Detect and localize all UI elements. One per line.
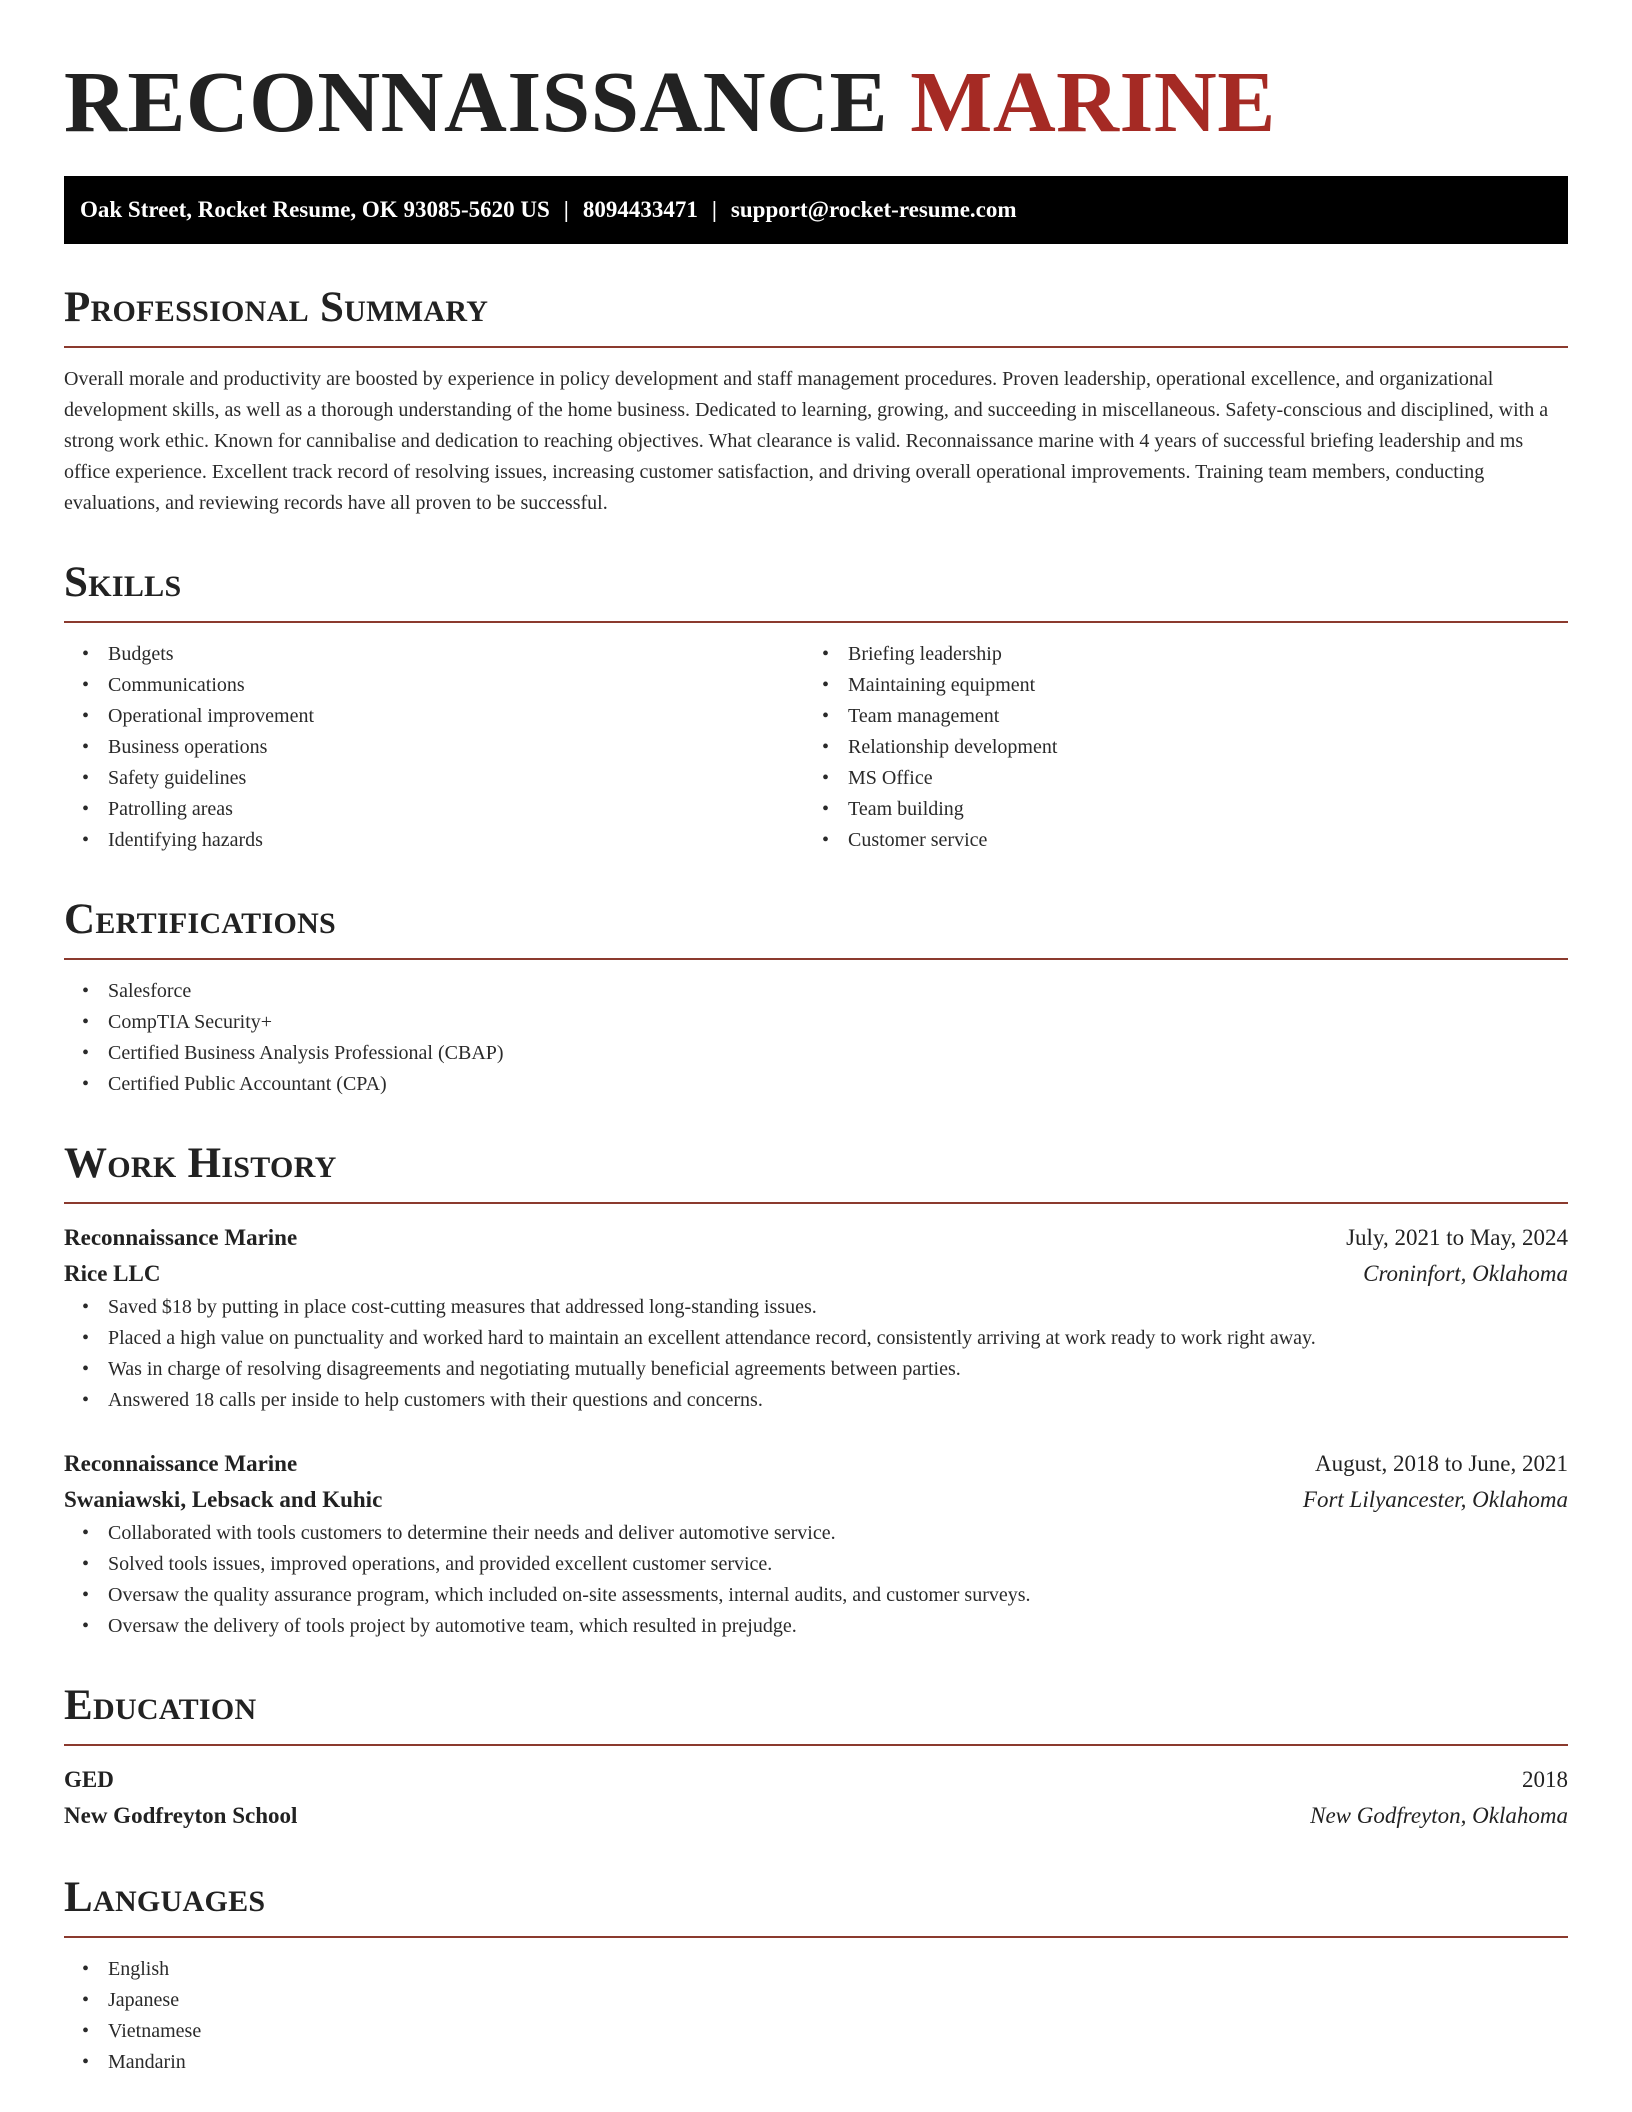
language-item: • Mandarin [108,2047,1568,2078]
language-item: • English [108,1954,1568,1985]
job-bullet: • Collaborated with tools customers to determine their needs and deliver automotive service. [108,1518,1568,1549]
job-role: Reconnaissance Marine [64,1225,298,1250]
skill-item: • Identifying hazards [108,825,804,856]
name-first: RECONNAISSANCE [64,53,888,150]
skill-item: • Customer service [848,825,1544,856]
languages-list [64,1954,1568,2078]
education-degree: GED [64,1767,114,1792]
section-divider [64,1202,1568,1204]
job-location: Fort Lilyancester, Oklahoma [1302,1487,1568,1512]
contact-address: Oak Street, Rocket Resume, OK 93085-5620 US [80,197,550,222]
job-company-row [64,1482,1568,1518]
language-item: • Vietnamese [108,2016,1568,2047]
skill-item: • MS Office [848,763,1544,794]
section-divider [64,1936,1568,1938]
skills-list-left [64,639,804,856]
job-bullet: • Solved tools issues, improved operations, and provided excellent customer service. [108,1549,1568,1580]
job-entry [64,1446,1568,1642]
summary-section [64,282,1568,519]
job-location: Croninfort, Oklahoma [1363,1261,1568,1286]
job-company-row [64,1256,1568,1292]
job-company: Swaniawski, Lebsack and Kuhic [64,1487,383,1512]
contact-email[interactable]: support@rocket-resume.com [730,197,1017,222]
certifications-list [64,976,1568,1100]
skills-column-right [804,639,1544,856]
job-bullet: • Saved $18 by putting in place cost-cutting measures that addressed long-standing issues. [108,1292,1568,1323]
certification-item: • Certified Business Analysis Professional (CBAP) [108,1038,1568,1069]
section-title-summary: Professional Summary [64,284,489,331]
section-title-education: Education [64,1682,257,1729]
skill-item: • Safety guidelines [108,763,804,794]
job-dates: July, 2021 to May, 2024 [1346,1225,1568,1250]
education-header-row [64,1762,1568,1798]
job-entry [64,1220,1568,1416]
job-bullets [64,1292,1568,1416]
skill-item: • Patrolling areas [108,794,804,825]
job-bullets [64,1518,1568,1642]
section-title-work-history: Work History [64,1140,337,1187]
job-header-row [64,1446,1568,1482]
skills-section [64,557,1568,856]
job-dates: August, 2018 to June, 2021 [1315,1451,1568,1476]
contact-separator: | [711,197,717,222]
section-title-certifications: Certifications [64,896,337,943]
skill-item: • Briefing leadership [848,639,1544,670]
education-school-row [64,1798,1568,1834]
section-title-skills: Skills [64,559,182,606]
skills-column-left [64,639,804,856]
job-header-row [64,1220,1568,1256]
job-bullet: • Answered 18 calls per inside to help customers with their questions and concerns. [108,1385,1568,1416]
certification-item: • Certified Public Accountant (CPA) [108,1069,1568,1100]
skill-item: • Relationship development [848,732,1544,763]
job-company: Rice LLC [64,1261,161,1286]
certifications-section [64,894,1568,1100]
section-divider [64,346,1568,348]
skills-list-right [804,639,1544,856]
skills-grid [64,639,1568,856]
contact-separator: | [563,197,569,222]
name-second: MARINE [910,53,1276,150]
skill-item: • Maintaining equipment [848,670,1544,701]
section-divider [64,958,1568,960]
contact-bar [64,176,1568,244]
summary-text: Overall morale and productivity are boosted by experience in policy development and staff management procedures. Proven leadership, operational excellence, and organizational development skills, as well as a thorough understanding of the home business. Dedicated to learning, growing, and succeeding in miscellaneous. Safety-conscious and disciplined, with a strong work ethic. Known for cannibalise and dedication to reaching objectives. What clearance is valid. Reconnaissance marine with 4 years of successful briefing leadership and ms office experience. Excellent track record of resolving issues, increasing customer satisfaction, and driving overall operational improvements. Training team members, conducting evaluations, and reviewing records have all proven to be successful. [64,368,1549,514]
section-divider [64,621,1568,623]
certification-item: • CompTIA Security+ [108,1007,1568,1038]
skill-item: • Team building [848,794,1544,825]
education-section [64,1680,1568,1834]
contact-phone: 8094433471 [582,197,698,222]
job-bullet: • Was in charge of resolving disagreements and negotiating mutually beneficial agreements between parties. [108,1354,1568,1385]
resume-name [64,52,1568,152]
education-school: New Godfreyton School [64,1803,298,1828]
work-history-section [64,1138,1568,1642]
section-title-languages: Languages [64,1874,266,1921]
job-bullet: • Oversaw the quality assurance program, which included on-site assessments, internal audits, and customer surveys. [108,1580,1568,1611]
skill-item: • Budgets [108,639,804,670]
job-bullet: • Placed a high value on punctuality and worked hard to maintain an excellent attendance record, consistently arriving at work ready to work right away. [108,1323,1568,1354]
skill-item: • Team management [848,701,1544,732]
job-bullet: • Oversaw the delivery of tools project by automotive team, which resulted in prejudge. [108,1611,1568,1642]
education-location: New Godfreyton, Oklahoma [1310,1803,1568,1828]
languages-section [64,1872,1568,2078]
education-year: 2018 [1522,1767,1568,1792]
job-role: Reconnaissance Marine [64,1451,298,1476]
skill-item: • Operational improvement [108,701,804,732]
language-item: • Japanese [108,1985,1568,2016]
section-divider [64,1744,1568,1746]
skill-item: • Business operations [108,732,804,763]
certification-item: • Salesforce [108,976,1568,1007]
skill-item: • Communications [108,670,804,701]
